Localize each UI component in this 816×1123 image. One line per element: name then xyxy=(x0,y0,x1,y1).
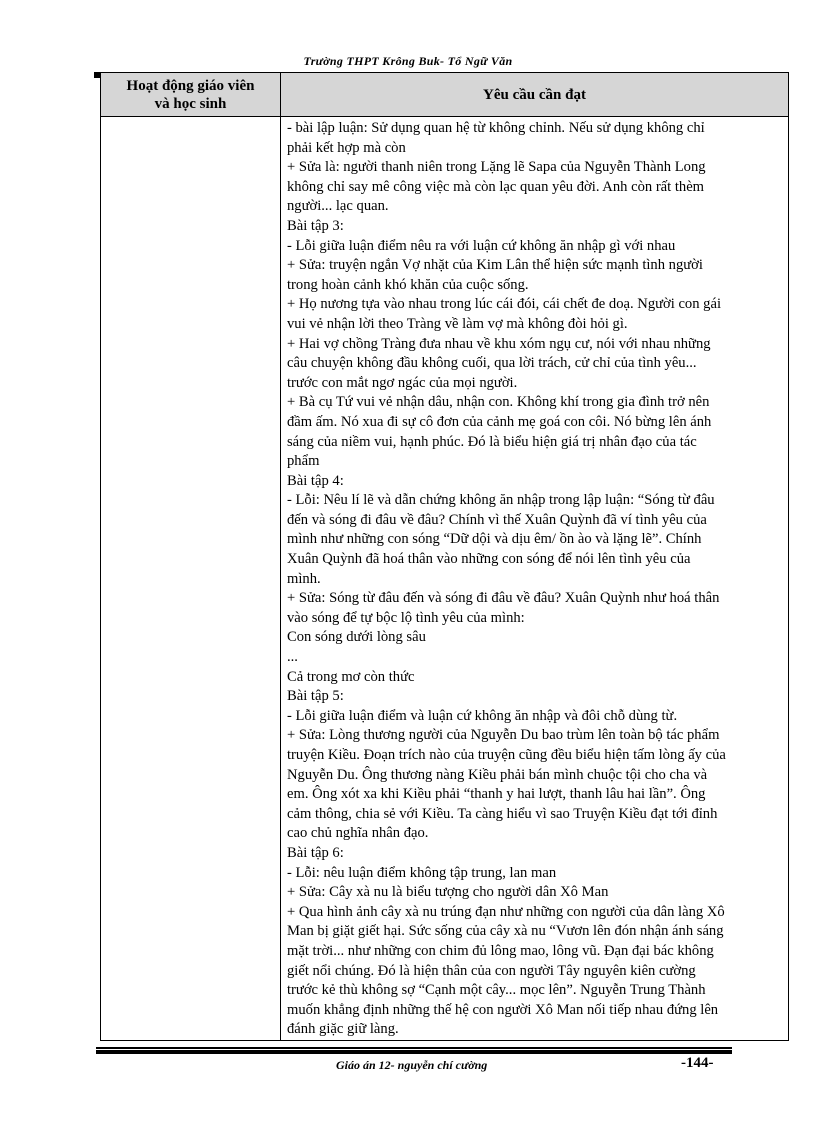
text-line: + Sửa: Sóng từ đâu đến và sóng đi đâu về đâu? Xuân Quỳnh như hoá thân xyxy=(287,590,720,607)
text-line: người... lạc quan. xyxy=(287,198,389,215)
footer-rule-thick xyxy=(96,1050,732,1054)
table-header-row xyxy=(101,73,789,117)
text-line: cảm thông, chia sẻ với Kiều. Ta càng hiểu vì sao Truyện Kiều đạt tới đỉnh xyxy=(287,805,718,822)
text-line: đến và sóng đi đâu về đâu? Chính vì thế Xuân Quỳnh đã ví tình yêu của xyxy=(287,511,707,528)
text-line: Bài tập 4: xyxy=(287,472,344,489)
text-line: phẩm xyxy=(287,453,320,470)
text-line: Xuân Quỳnh đã hoá thân vào những con sóng để nói lên tình yêu của xyxy=(287,551,691,568)
text-line: cao chủ nghĩa nhân đạo. xyxy=(287,825,429,842)
table-row xyxy=(101,117,789,1041)
text-line: - Lỗi giữa luận điểm nêu ra với luận cứ không ăn nhập gì với nhau xyxy=(287,237,676,254)
footer-author: Giáo án 12- nguyễn chí cường xyxy=(336,1058,488,1072)
text-line: + Sửa: Cây xà nu là biểu tượng cho người dân Xô Man xyxy=(287,884,609,901)
text-line: đầm ấm. Nó xua đi sự cô đơn của cảnh mẹ goá con côi. Nó bừng lên ánh xyxy=(287,413,712,430)
activities-cell xyxy=(101,117,281,1041)
text-line: - Lỗi: nêu luận điểm không tập trung, lan man xyxy=(287,864,557,881)
text-line: không chỉ say mê công việc mà còn lạc quan yêu đời. Anh còn rất thèm xyxy=(287,178,705,195)
text-line: - Lỗi: Nêu lí lẽ và dẫn chứng không ăn nhập trong lập luận: “Sóng từ đâu xyxy=(287,492,715,509)
text-line: mình. xyxy=(287,570,321,587)
text-line: vào sóng để tự bộc lộ tình yêu của mình: xyxy=(287,609,525,626)
text-line: + Họ nương tựa vào nhau trong lúc cái đói, cái chết đe doạ. Người con gái xyxy=(287,296,722,313)
text-line: Man bị giặt giết hại. Sức sống của cây xà nu “Vươn lên đón nhận ánh sáng xyxy=(287,923,724,940)
text-line: Bài tập 5: xyxy=(287,688,344,705)
text-line: + Sửa: Lòng thương người của Nguyễn Du bao trùm lên toàn bộ tác phẩm xyxy=(287,727,720,744)
text-line: mình như những con sóng “Dữ dội và dịu êm/ ồn ào và lặng lẽ”. Chính xyxy=(287,531,702,548)
column-header-activities: Hoạt động giáo viên và học sinh xyxy=(101,73,281,117)
text-line: Cả trong mơ còn thức xyxy=(287,668,415,685)
text-line: phải kết hợp mà còn xyxy=(287,139,406,156)
text-line: Bài tập 3: xyxy=(287,217,344,234)
text-line: trước con mắt ngơ ngác của mọi người. xyxy=(287,374,518,391)
requirements-content xyxy=(281,117,788,1040)
text-line: câu chuyện không đầu không cuối, qua lời trách, cử chỉ của tình yêu... xyxy=(287,355,697,372)
text-line: muốn khẳng định những thế hệ con người Xô Man nối tiếp nhau đứng lên xyxy=(287,1001,719,1018)
text-line: vui vẻ nhận lời theo Tràng về làm vợ mà không đòi hỏi gì. xyxy=(287,315,628,332)
text-line: truyện Kiều. Đoạn trích nào của truyện cũng đều biểu hiện tấm lòng ấy của xyxy=(287,747,726,763)
text-line: Nguyễn Du. Ông thương nàng Kiều phải bán mình chuộc tội cho cha và xyxy=(287,766,708,783)
text-line: giết nổi chúng. Đó là hiện thân của con người Tây nguyên kiên cường xyxy=(287,962,696,979)
text-line: - bài lập luận: Sử dụng quan hệ từ không chỉnh. Nếu sử dụng không chỉ xyxy=(287,120,705,136)
text-line: mặt trời... như những con chim đủ lông mao, lông vũ. Đạn đại bác không xyxy=(287,942,714,959)
page-header: Trường THPT Krông Buk- Tổ Ngữ Văn xyxy=(303,54,513,68)
text-line: - Lỗi giữa luận điểm và luận cứ không ăn nhập và đôi chỗ dùng từ. xyxy=(287,707,678,724)
column-header-requirements: Yêu cầu cần đạt xyxy=(281,73,789,117)
requirements-cell xyxy=(281,117,789,1041)
lesson-table xyxy=(100,72,789,1041)
text-line: ... xyxy=(287,649,298,666)
text-line: sáng của niềm vui, hạnh phúc. Đó là biểu hiện giá trị nhân đạo của tác xyxy=(287,433,697,450)
text-line: + Sửa: truyện ngắn Vợ nhặt của Kim Lân thể hiện sức mạnh tình người xyxy=(287,257,703,274)
text-line: đánh giặc giữ làng. xyxy=(287,1021,399,1038)
text-line: trong hoàn cảnh khó khăn của cuộc sống. xyxy=(287,276,529,293)
text-line: Bài tập 6: xyxy=(287,844,344,861)
text-line: + Bà cụ Tứ vui vẻ nhận dâu, nhận con. Không khí trong gia đình trở nên xyxy=(287,394,710,411)
text-line: + Hai vợ chồng Tràng đưa nhau về khu xóm ngụ cư, nói với nhau những xyxy=(287,335,711,352)
page-number: -144- xyxy=(681,1055,714,1071)
text-line: + Qua hình ảnh cây xà nu trúng đạn như những con người của dân làng Xô xyxy=(287,903,725,920)
text-line: em. Ông xót xa khi Kiều phải “thanh y hai lượt, thanh lâu hai lần”. Ông xyxy=(287,786,706,803)
footer-rule-thin xyxy=(96,1047,732,1049)
text-line: Con sóng dưới lòng sâu xyxy=(287,629,426,646)
text-line: + Sửa là: người thanh niên trong Lặng lẽ Sapa của Nguyễn Thành Long xyxy=(287,159,706,176)
text-line: trước kẻ thù không sợ “Cạnh một cây... mọc lên”. Nguyễn Trung Thành xyxy=(287,982,706,999)
